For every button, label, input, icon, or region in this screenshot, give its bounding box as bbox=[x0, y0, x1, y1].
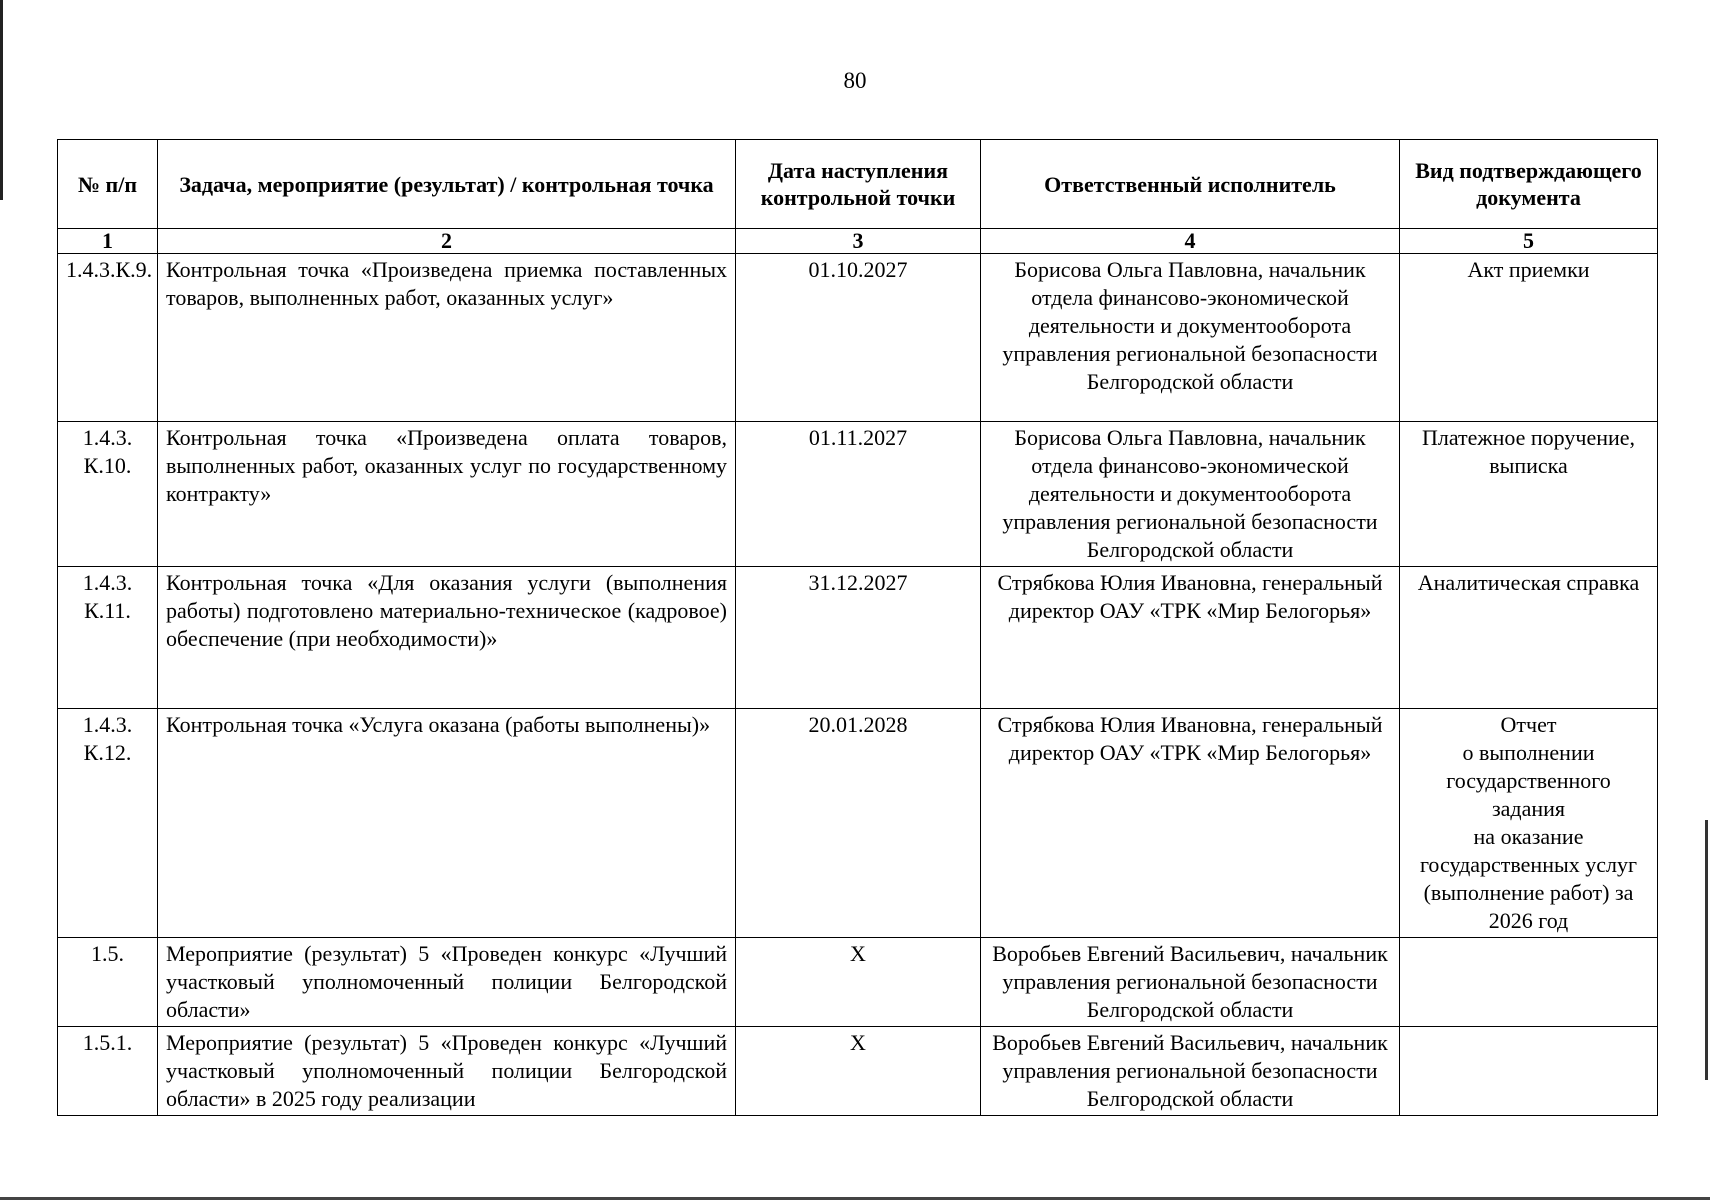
row-date: Х bbox=[736, 938, 981, 1027]
table-row bbox=[58, 938, 1658, 1027]
row-number: 1.4.3.К.9. bbox=[58, 254, 158, 422]
header-executor: Ответственный исполнитель bbox=[981, 140, 1400, 229]
row-number: 1.4.3. К.12. bbox=[58, 709, 158, 938]
header-document: Вид подтверждающего документа bbox=[1400, 140, 1658, 229]
column-index: 4 bbox=[981, 229, 1400, 254]
table-row bbox=[58, 567, 1658, 709]
table-row bbox=[58, 709, 1658, 938]
column-index: 5 bbox=[1400, 229, 1658, 254]
row-executor: Стрябкова Юлия Ивановна, генеральный директор ОАУ «ТРК «Мир Белогорья» bbox=[981, 709, 1400, 938]
row-date: 20.01.2028 bbox=[736, 709, 981, 938]
row-executor: Воробьев Евгений Васильевич, начальник управления региональной безопасности Белгородской области bbox=[981, 1027, 1400, 1116]
row-number: 1.5. bbox=[58, 938, 158, 1027]
table-row bbox=[58, 422, 1658, 567]
row-date: Х bbox=[736, 1027, 981, 1116]
scan-edge-left bbox=[0, 0, 3, 200]
header-task: Задача, мероприятие (результат) / контрольная точка bbox=[158, 140, 736, 229]
scan-edge-right bbox=[1705, 820, 1708, 1080]
row-document: Платежное поручение, выписка bbox=[1400, 422, 1658, 567]
row-date: 31.12.2027 bbox=[736, 567, 981, 709]
row-number: 1.4.3. К.11. bbox=[58, 567, 158, 709]
table-row bbox=[58, 254, 1658, 422]
row-date: 01.11.2027 bbox=[736, 422, 981, 567]
row-document: Акт приемки bbox=[1400, 254, 1658, 422]
row-executor: Стрябкова Юлия Ивановна, генеральный директор ОАУ «ТРК «Мир Белогорья» bbox=[981, 567, 1400, 709]
table-row bbox=[58, 1027, 1658, 1116]
row-document: Аналитическая справка bbox=[1400, 567, 1658, 709]
table-header-row bbox=[58, 140, 1658, 229]
row-number: 1.5.1. bbox=[58, 1027, 158, 1116]
row-task: Контрольная точка «Произведена оплата товаров, выполненных работ, оказанных услуг по государственному контракту» bbox=[158, 422, 736, 567]
row-task: Контрольная точка «Произведена приемка поставленных товаров, выполненных работ, оказанных услуг» bbox=[158, 254, 736, 422]
column-index: 2 bbox=[158, 229, 736, 254]
page-number: 80 bbox=[843, 68, 867, 93]
row-date: 01.10.2027 bbox=[736, 254, 981, 422]
row-executor: Воробьев Евгений Васильевич, начальник управления региональной безопасности Белгородской области bbox=[981, 938, 1400, 1027]
row-task: Контрольная точка «Для оказания услуги (выполнения работы) подготовлено материально-техническое (кадровое) обеспечение (при необходимости)» bbox=[158, 567, 736, 709]
header-number: № п/п bbox=[58, 140, 158, 229]
row-task: Контрольная точка «Услуга оказана (работы выполнены)» bbox=[158, 709, 736, 938]
row-number: 1.4.3. К.10. bbox=[58, 422, 158, 567]
row-document bbox=[1400, 1027, 1658, 1116]
header-date: Дата наступления контрольной точки bbox=[736, 140, 981, 229]
row-document: Отчет о выполнении государственного задания на оказание государственных услуг (выполнение работ) за 2026 год bbox=[1400, 709, 1658, 938]
column-index: 3 bbox=[736, 229, 981, 254]
column-index-row bbox=[58, 229, 1658, 254]
row-executor: Борисова Ольга Павловна, начальник отдела финансово-экономической деятельности и документооборота управления региональной безопасности Белгородской области bbox=[981, 422, 1400, 567]
row-task: Мероприятие (результат) 5 «Проведен конкурс «Лучший участковый уполномоченный полиции Белгородской области» bbox=[158, 938, 736, 1027]
row-task: Мероприятие (результат) 5 «Проведен конкурс «Лучший участковый уполномоченный полиции Белгородской области» в 2025 году реализации bbox=[158, 1027, 736, 1116]
control-points-table bbox=[57, 139, 1658, 1116]
column-index: 1 bbox=[58, 229, 158, 254]
row-document bbox=[1400, 938, 1658, 1027]
row-executor: Борисова Ольга Павловна, начальник отдела финансово-экономической деятельности и документооборота управления региональной безопасности Белгородской области bbox=[981, 254, 1400, 422]
